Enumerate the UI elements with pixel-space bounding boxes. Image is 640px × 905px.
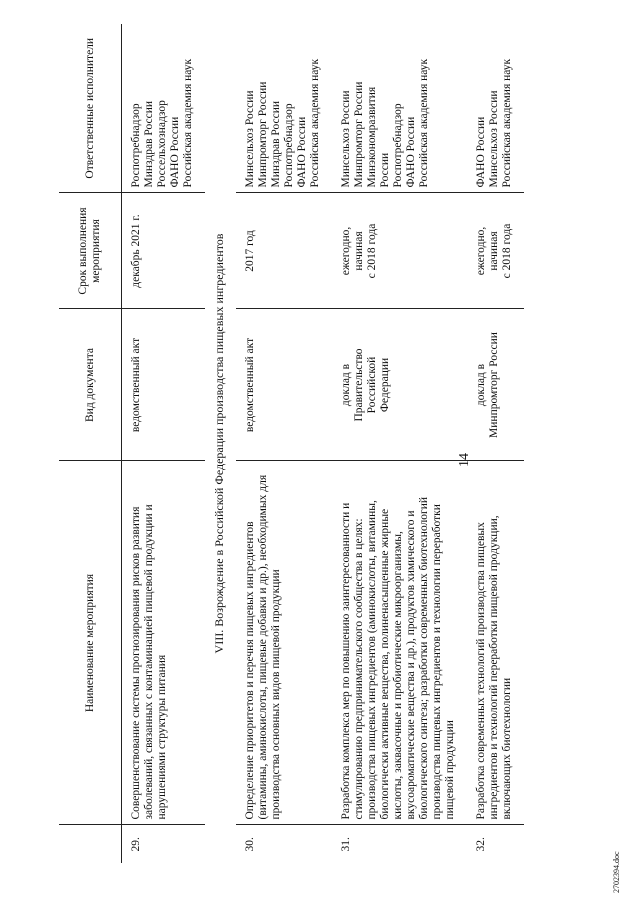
responsible-item: Минэкономразвития [366,86,378,188]
responsible-item: Минсельхоз России [340,90,352,188]
responsible-item: Минпромторг России [353,81,365,188]
header-deadline: Срок выполнения мероприятия [59,193,122,309]
document-type-line: ведомственный акт [130,337,142,433]
responsible-item: Российская академия наук [418,58,430,188]
document-type-line: Минпромторг России [488,332,500,438]
responsible-list [332,24,467,193]
document-type-line: Российской [366,356,378,414]
table-row [236,24,332,863]
file-name-footer: 2702394.doc [612,851,621,893]
responsible-list [236,24,332,193]
deadline [467,193,524,309]
document-type [236,309,332,461]
responsible-item: Российская академия наук [182,58,194,188]
deadline-line: 2017 год [244,230,256,272]
responsible-item: Минздрав России [270,100,282,188]
deadline [236,193,332,309]
responsible-item: ФАНО России [169,116,181,188]
document-type-line: ведомственный акт [244,337,256,433]
responsible-item: Минпромторг России [257,81,269,188]
table-row [332,24,467,863]
row-number: 30. [244,837,256,852]
document-type [332,309,467,461]
responsible-item: Российская академия наук [501,58,513,188]
deadline [122,193,206,309]
activity-name: Разработка комплекса мер по повышению заинтересованности и стимулированию предпринимательского сообщества в целях: производства пищевых ингредиентов (аминокислоты, витамины, биологически активные вещества, полиненасыщенные жирные кислоты, заквасочные и пробиотические микроорганизмы, вкусоароматические вещества и др.), продуктов химического и биологического синтеза; разработки современных биотехнологий производства пищевых ингредиентов и технологии переработки пищевой продукции [332,461,467,825]
responsible-item: Минсельхоз России [244,90,256,188]
deadline-line: декабрь 2021 г. [130,214,142,288]
table-header [59,24,122,863]
responsible-item: Роспотребнадзор [283,103,295,188]
activity-name: Разработка современных технологий производства пищевых ингредиентов и технологий переработки пищевой продукции, включающих биотехнологии [467,461,524,825]
activity-name: Определение приоритетов и перечня пищевых ингредиентов (витамины, аминокислоты, пищевые добавки и др.), необходимых для производства основных видов пищевой продукции [236,461,332,825]
responsible-list [122,24,206,193]
row-number: 32. [475,837,487,852]
deadline [332,193,467,309]
header-activity-name: Наименование мероприятия [59,461,122,825]
responsible-item: ФАНО России [405,116,417,188]
responsible-item: ФАНО России [475,116,487,188]
deadline-line: начиная [353,231,365,271]
responsible-item: Россельхознадзор [156,100,168,188]
document-type [467,309,524,461]
responsible-item: Минсельхоз России [488,90,500,188]
responsible-item: Российская академия наук [309,58,321,188]
section-row [205,24,236,863]
responsible-item: Роспотребнадзор [392,103,404,188]
header-document-type: Вид документа [59,309,122,461]
responsible-item: ФАНО России [296,116,308,188]
responsible-item: Роспотребнадзор [130,103,142,188]
document-type-line: Федерации [379,357,391,413]
header-responsible: Ответственные исполнители [59,24,122,193]
activity-name: Совершенствование системы прогнозирования рисков развития заболеваний, связанных с контаминацией пищевой продукции и нарушениями структуры питания [122,461,206,825]
deadline-line: начиная [488,231,500,271]
deadline-line: ежегодно, [340,226,352,276]
document-type-line: доклад в [340,363,352,407]
document-type [122,309,206,461]
deadline-line: с 2018 года [501,223,513,279]
responsible-item: Минздрав России [143,100,155,188]
row-number: 31. [340,837,352,852]
document-type-line: Правительство [353,348,365,422]
section-title: VIII. Возрождение в Российской Федерации производства пищевых ингредиентов [212,233,226,654]
row-number: 29. [130,837,142,852]
responsible-item: России [379,152,391,188]
document-type-line: доклад в [475,363,487,407]
responsible-list [467,24,524,193]
deadline-line: ежегодно, [475,226,487,276]
header-number [59,825,122,863]
table-row [467,24,524,863]
page-number: 14 [457,453,472,467]
deadline-line: с 2018 года [366,223,378,279]
activities-table [59,24,524,863]
table-row [122,24,206,863]
